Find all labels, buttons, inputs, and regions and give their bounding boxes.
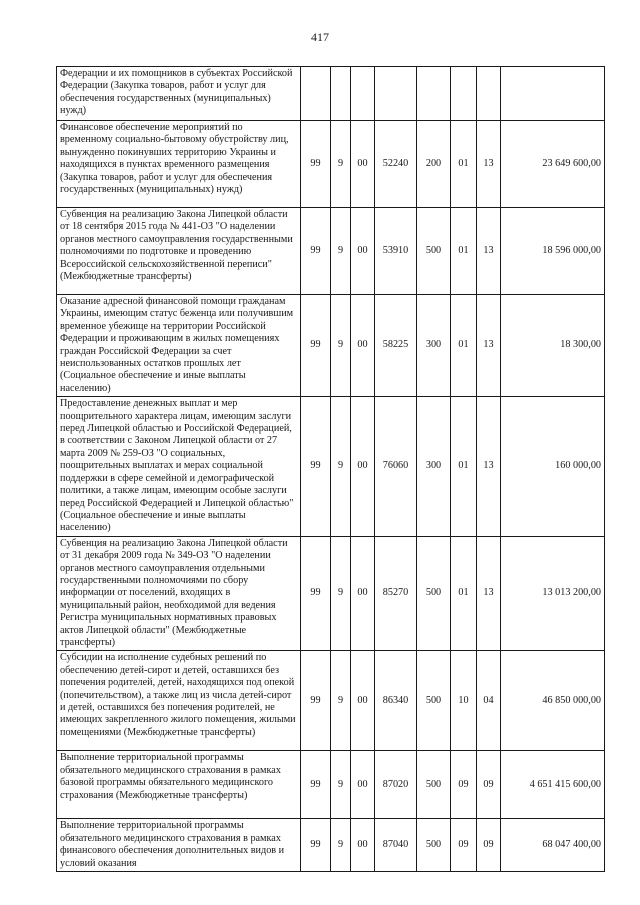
amount-value: 46 850 000,00 [501,651,605,751]
table-row [57,67,605,121]
amount-value: 13 013 200,00 [501,536,605,651]
direction-code [375,67,417,121]
event-code: 00 [351,536,375,651]
program-code: 99 [301,208,331,295]
table-row [57,651,605,751]
program-code: 99 [301,397,331,536]
section-code [451,67,477,121]
event-code: 00 [351,295,375,397]
subprogram-code: 9 [331,397,351,536]
table-row [57,295,605,397]
row-description: Субвенция на реализацию Закона Липецкой области от 18 сентября 2015 года № 441-ОЗ "О наделении органов местного самоуправления государственными полномочиями по подготовке и проведению Всероссийской сельскохозяйственной переписи" (Межбюджетные трансферты) [57,208,301,295]
direction-code: 76060 [375,397,417,536]
table-row [57,536,605,651]
subprogram-code: 9 [331,295,351,397]
table-row [57,751,605,819]
subprogram-code: 9 [331,536,351,651]
row-description: Федерации и их помощников в субъектах Российской Федерации (Закупка товаров, работ и услуг для обеспечения государственных (муниципальных) нужд) [57,67,301,121]
table-row [57,397,605,536]
subprogram-code: 9 [331,121,351,208]
expense-type-code: 300 [417,397,451,536]
direction-code: 87020 [375,751,417,819]
section-code: 09 [451,751,477,819]
expense-type-code: 500 [417,536,451,651]
amount-value: 18 596 000,00 [501,208,605,295]
program-code: 99 [301,121,331,208]
row-description: Предоставление денежных выплат и мер поощрительного характера лицам, имеющим заслуги перед Липецкой областью и Российской Федерацией, в соответствии с Законом Липецкой области от 27 марта 2009 № 259-ОЗ "О социальных, поощрительных выплатах и мерах социальной поддержки в сфере семейной и демографической политики, а также лицам, имеющим особые заслуги перед Российской Федерацией и Липецкой областью" (Социальное обеспечение и иные выплаты населению) [57,397,301,536]
row-description: Оказание адресной финансовой помощи гражданам Украины, имеющим статус беженца или получившим временное убежище на территории Российской Федерации и проживающим в жилых помещениях граждан Российской Федерации за счет неиспользованных остатков прошлых лет (Социальное обеспечение и иные выплаты населению) [57,295,301,397]
subsection-code: 13 [477,295,501,397]
amount-value [501,67,605,121]
page-number: 417 [311,30,329,44]
expense-type-code: 500 [417,208,451,295]
subprogram-code: 9 [331,819,351,872]
subprogram-code: 9 [331,651,351,751]
expense-type-code: 300 [417,295,451,397]
subsection-code: 13 [477,121,501,208]
table-row [57,208,605,295]
subprogram-code: 9 [331,751,351,819]
event-code: 00 [351,651,375,751]
expense-type-code [417,67,451,121]
table-row [57,819,605,872]
amount-value: 23 649 600,00 [501,121,605,208]
row-description: Выполнение территориальной программы обязательного медицинского страхования в рамках базовой программы обязательного медицинского страхования (Межбюджетные трансферты) [57,751,301,819]
row-description: Выполнение территориальной программы обязательного медицинского страхования в рамках финансового обеспечения дополнительных видов и условий оказания [57,819,301,872]
subsection-code: 04 [477,651,501,751]
program-code: 99 [301,295,331,397]
program-code: 99 [301,819,331,872]
row-description: Субсидии на исполнение судебных решений по обеспечению детей-сирот и детей, оставшихся без попечения родителей, детей, находящихся под опекой (попечительством), а также лиц из числа детей-сирот и детей, оставшихся без попечения родителей, не имеющих закрепленного жилого помещения, жилыми помещениями (Межбюджетные трансферты) [57,651,301,751]
row-description: Финансовое обеспечение мероприятий по временному социально-бытовому обустройству лиц, вынужденно покинувших территорию Украины и находящихся в пунктах временного размещения (Закупка товаров, работ и услуг для обеспечения государственных (муниципальных) нужд) [57,121,301,208]
subsection-code: 09 [477,819,501,872]
subprogram-code [331,67,351,121]
direction-code: 52240 [375,121,417,208]
section-code: 10 [451,651,477,751]
direction-code: 86340 [375,651,417,751]
program-code: 99 [301,651,331,751]
expense-type-code: 500 [417,751,451,819]
subsection-code: 13 [477,208,501,295]
section-code: 01 [451,121,477,208]
event-code: 00 [351,751,375,819]
event-code: 00 [351,819,375,872]
budget-table [56,66,605,872]
direction-code: 53910 [375,208,417,295]
event-code: 00 [351,208,375,295]
event-code: 00 [351,397,375,536]
expense-type-code: 500 [417,651,451,751]
event-code [351,67,375,121]
direction-code: 85270 [375,536,417,651]
expense-type-code: 500 [417,819,451,872]
table-row [57,121,605,208]
subsection-code: 13 [477,397,501,536]
amount-value: 68 047 400,00 [501,819,605,872]
section-code: 01 [451,208,477,295]
event-code: 00 [351,121,375,208]
section-code: 01 [451,397,477,536]
section-code: 01 [451,536,477,651]
direction-code: 87040 [375,819,417,872]
section-code: 01 [451,295,477,397]
row-description: Субвенция на реализацию Закона Липецкой области от 31 декабря 2009 года № 349-ОЗ "О наделении органов местного самоуправления отдельными государственными полномочиями по сбору информации от поселений, входящих в муниципальный район, необходимой для ведения Регистра муниципальных нормативных правовых актов Липецкой области" (Межбюджетные трансферты) [57,536,301,651]
expense-type-code: 200 [417,121,451,208]
amount-value: 4 651 415 600,00 [501,751,605,819]
subsection-code [477,67,501,121]
program-code: 99 [301,536,331,651]
amount-value: 160 000,00 [501,397,605,536]
amount-value: 18 300,00 [501,295,605,397]
program-code: 99 [301,751,331,819]
budget-table-body [57,67,605,872]
direction-code: 58225 [375,295,417,397]
subsection-code: 09 [477,751,501,819]
section-code: 09 [451,819,477,872]
subprogram-code: 9 [331,208,351,295]
subsection-code: 13 [477,536,501,651]
program-code [301,67,331,121]
